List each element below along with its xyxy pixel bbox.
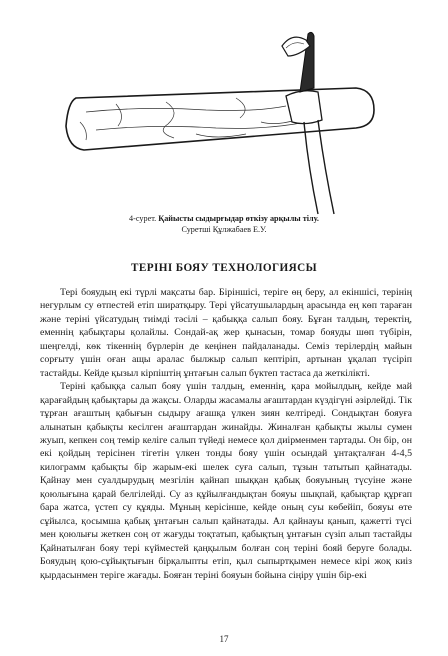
figure-caption-prefix: 4-сурет.	[129, 214, 157, 223]
section-title: ТЕРІНІ БОЯУ ТЕХНОЛОГИЯСЫ	[131, 262, 317, 274]
board-outline	[66, 88, 374, 150]
paragraph: Теріні қабыққа салып бояу үшін талдың, еменнің, қара мойылдың, кейде май қарағайдың қабықтары да жақсы. Оларды жасамалы ағаштардан күздігүні әзірлейді. Тік тұрған ағаштың қабығын сыдыру ағашқа үлкен зиян келтіреді. Сондықтан бояуға алынатын қабықты кесілген ағаштардан жинайды. Жиналған қабықты жылы сумен жуып, кепкен соң темір келіге салып түйеді немесе қол диірменмен тартады. Он бір, он екі қойдың терісінен тігетін үлкен тонды бояу үшін осындай ұнтақталған 4-4,5 килограмм қабықты бір жарым-екі шелек суға салып, тұзын татытып қайнатады. Қайнау мен суалдырудың мезгілін қайнап шыққан қабық бояуының түсуіне және қоюлығына қарай белгілейді. Су аз құйылғандықтан бояуы шықпай, қабықтар құрғап бара жатса, үстеп су құяды. Мұның керісінше, кейде оның суы көбейіп, бояуы өте сұйылса, қосымша қабық ұнтағын салып қайнатады. Ал қайнауы қанып, қажетті түсі мен қоюлығы жеткен соң от жағуды тоқтатып, қабықтың ұнтағын сүзіп алып тастайды Қайнатылған бояу тері күйместей қаңқылым болған соң теріні бояй беруге болады. Бояудың қою-сұйықтығын бірқалыпты етіп, қыл сыпыртқымен немесе кірі жоқ киіз қырдасынмен теріге жағады. Бояған теріні бояуын бойына сіңіру үшін бір-екі	[40, 381, 412, 581]
paragraph: Тері бояудың екі түрлі мақсаты бар. Біріншісі, теріге өң беру, ал екіншісі, терінің негурлым су өтпестей етіп ширатқыру. Тері үйсатушылардың арасында ең көп тараған және теріні үйсатудың тиімді тәсілі – қабыққа салып бояу. Бұған талдың, теректің, еменнің қабықтары қолайлы. Сондай-ақ жер қынасын, томар бояуды шөп түбірін, шеңгелді, көк тікеннің бүрлерін де кеңінен пайдаланады. Семіз терілердің майын сорғыту үшін оған ащы аралас былжыр салып кептіріп, артынан ұқалап түсіріп тастайды. Кейде қызыл кірпіштің ұнтағын салып бүктеп тастаса да жеткілікті.	[40, 287, 412, 379]
body-text	[40, 286, 412, 582]
figure-caption-title: Қайысты сыдырғыдар өткізу арқылы тілу.	[158, 214, 319, 223]
page-number: 17	[219, 634, 229, 644]
figure-author: Суретші Құлжабаев Е.У.	[181, 225, 267, 234]
strap-hanging	[304, 120, 334, 214]
illustration-leather-strap-cutting	[56, 26, 392, 216]
leather-strap	[286, 91, 322, 124]
figure-caption	[40, 213, 408, 224]
